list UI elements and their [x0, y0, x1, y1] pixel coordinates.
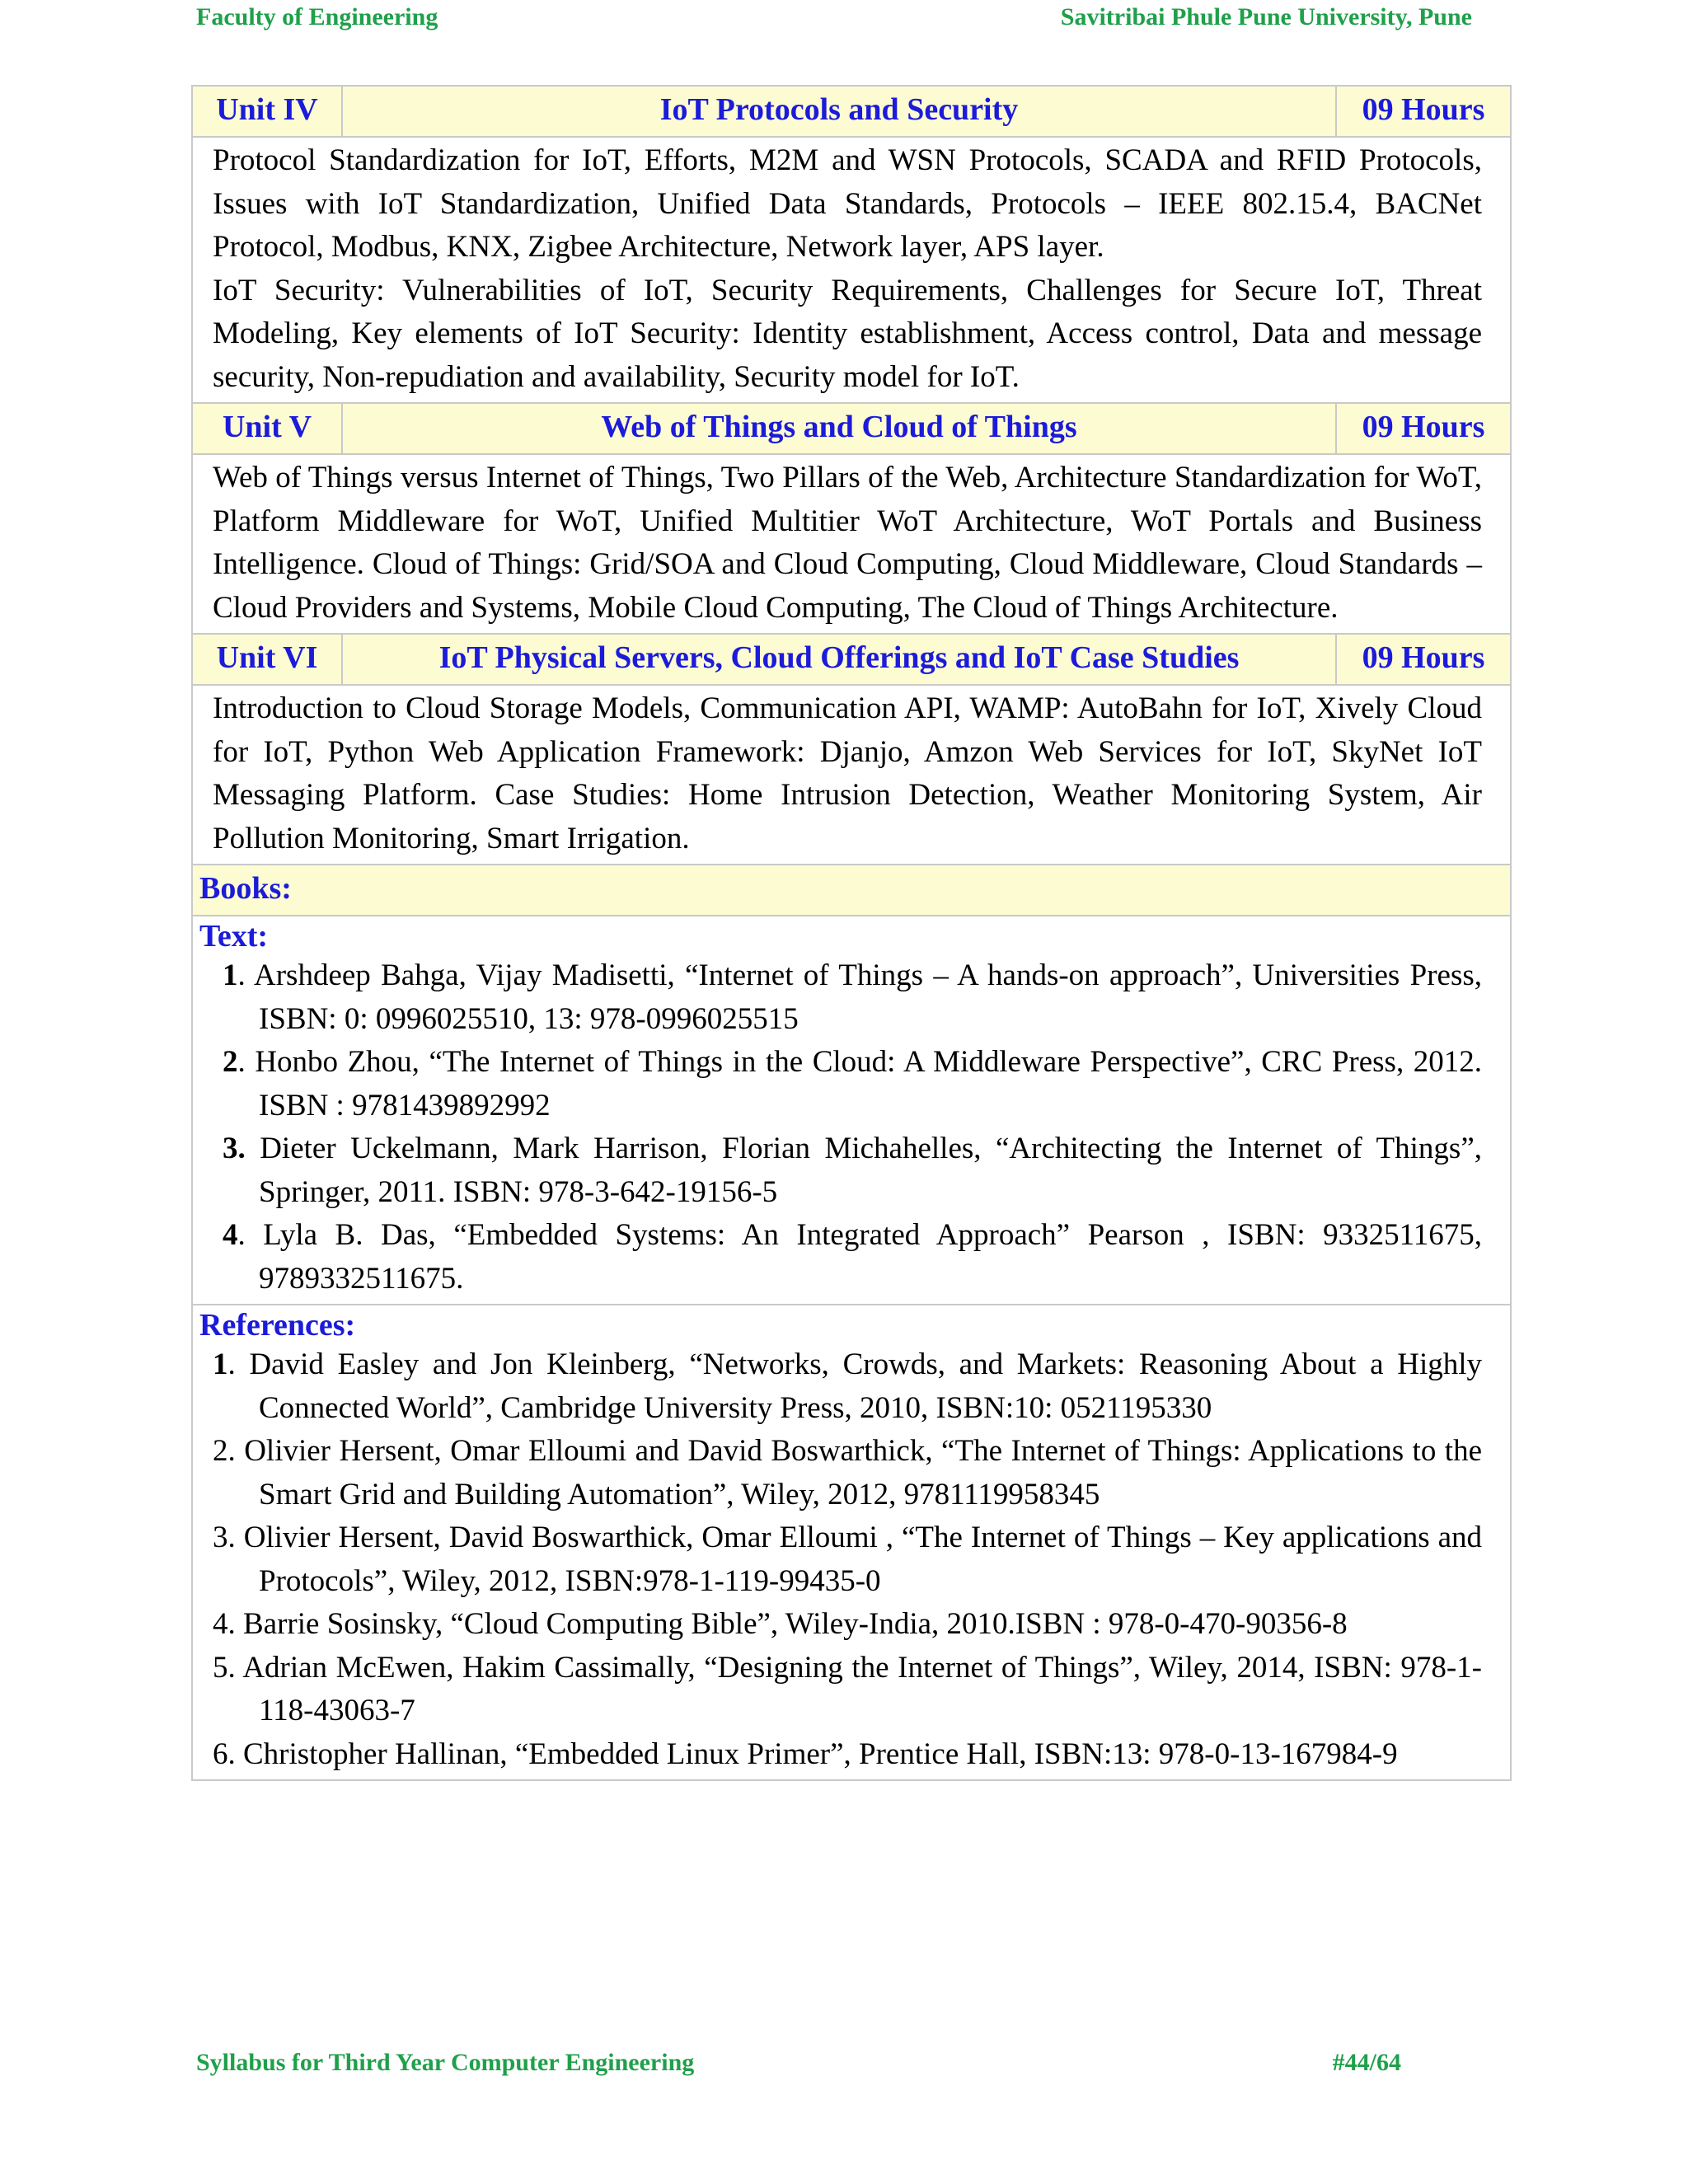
- unit-content-row: [192, 137, 1511, 403]
- references-row: [192, 1305, 1511, 1780]
- faculty-name: Faculty of Engineering: [196, 3, 438, 30]
- list-item: 2. Olivier Hersent, Omar Elloumi and David Boswarthick, “The Internet of Things: Applications to the Smart Grid and Building Automation”, Wiley, 2012, 9781119958345: [213, 1434, 1482, 1511]
- books-header-row: [192, 865, 1511, 916]
- page-number: #44/64: [1332, 2049, 1401, 2076]
- list-item: 1. David Easley and Jon Kleinberg, “Networks, Crowds, and Markets: Reasoning About a Highly Connected World”, Cambridge University Press, 2010, ISBN:10: 0521195330: [213, 1347, 1482, 1425]
- unit-paragraph: Protocol Standardization for IoT, Efforts, M2M and WSN Protocols, SCADA and RFID Protocols, Issues with IoT Standardization, Unified Data Standards, Protocols – IEEE 802.15.4, BACNet Protocol, Modbus, KNX, Zigbee Architecture, Network layer, APS layer.: [213, 143, 1482, 264]
- text-books-cell: [192, 916, 1511, 1305]
- unit-hours: 09 Hours: [1336, 634, 1511, 685]
- unit-content-row: [192, 685, 1511, 865]
- text-books-row: [192, 916, 1511, 1305]
- unit-header-row: [192, 403, 1511, 454]
- references-cell: [192, 1305, 1511, 1780]
- unit-content: [192, 685, 1511, 865]
- list-item: 4. Lyla B. Das, “Embedded Systems: An Integrated Approach” Pearson , ISBN: 9332511675, 9789332511675.: [223, 1218, 1483, 1296]
- syllabus-table: [191, 85, 1512, 1781]
- unit-hours: 09 Hours: [1336, 86, 1511, 137]
- list-item: 5. Adrian McEwen, Hakim Cassimally, “Designing the Internet of Things”, Wiley, 2014, ISBN: 978-1-118-43063-7: [213, 1650, 1482, 1727]
- unit-paragraph: IoT Security: Vulnerabilities of IoT, Security Requirements, Challenges for Secure IoT, Threat Modeling, Key elements of IoT Security: Identity establishment, Access control, Data and message security, Non-repudiation and availability, Security model for IoT.: [213, 273, 1482, 394]
- unit-paragraph: Introduction to Cloud Storage Models, Communication API, WAMP: AutoBahn for IoT, Xively Cloud for IoT, Python Web Application Framework: Djanjo, Amzon Web Services for IoT, SkyNet IoT Messaging Platform. Case Studies: Home Intrusion Detection, Weather Monitoring System, Air Pollution Monitoring, Smart Irrigation.: [213, 691, 1482, 855]
- unit-number: Unit V: [192, 403, 342, 454]
- unit-hours: 09 Hours: [1336, 403, 1511, 454]
- list-item: 4. Barrie Sosinsky, “Cloud Computing Bible”, Wiley-India, 2010.ISBN : 978-0-470-90356-8: [213, 1607, 1348, 1641]
- text-books-heading: Text:: [199, 919, 269, 954]
- books-heading: Books:: [192, 865, 1511, 916]
- references-heading: References:: [199, 1308, 356, 1343]
- syllabus-title: Syllabus for Third Year Computer Engineering: [196, 2049, 695, 2076]
- list-item: 3. Dieter Uckelmann, Mark Harrison, Florian Michahelles, “Architecting the Internet of Things”, Springer, 2011. ISBN: 978-3-642-19156-5: [223, 1132, 1482, 1209]
- unit-header-row: [192, 634, 1511, 685]
- list-item: 1. Arshdeep Bahga, Vijay Madisetti, “Internet of Things – A hands-on approach”, Universities Press, ISBN: 0: 0996025510, 13: 978-0996025515: [223, 958, 1482, 1036]
- unit-paragraph: Web of Things versus Internet of Things, Two Pillars of the Web, Architecture Standardization for WoT, Platform Middleware for WoT, Unified Multitier WoT Architecture, WoT Portals and Business Intelligence. Cloud of Things: Grid/SOA and Cloud Computing, Cloud Middleware, Cloud Standards – Cloud Providers and Systems, Mobile Cloud Computing, The Cloud of Things Architecture.: [213, 461, 1482, 625]
- unit-content: [192, 137, 1511, 403]
- list-item: 3. Olivier Hersent, David Boswarthick, Omar Elloumi , “The Internet of Things – Key applications and Protocols”, Wiley, 2012, ISBN:978-1-119-99435-0: [213, 1521, 1482, 1598]
- list-item: 6. Christopher Hallinan, “Embedded Linux Primer”, Prentice Hall, ISBN:13: 978-0-13-167984-9: [213, 1736, 1398, 1771]
- references-list: [199, 1343, 1482, 1776]
- university-name: Savitribai Phule Pune University, Pune: [1060, 3, 1472, 30]
- unit-number: Unit VI: [192, 634, 342, 685]
- unit-title: Web of Things and Cloud of Things: [342, 403, 1336, 454]
- unit-number: Unit IV: [192, 86, 342, 137]
- list-item: 2. Honbo Zhou, “The Internet of Things in the Cloud: A Middleware Perspective”, CRC Press, 2012. ISBN : 9781439892992: [223, 1045, 1483, 1122]
- unit-title: IoT Protocols and Security: [342, 86, 1336, 137]
- page-header: [196, 3, 1472, 31]
- text-books-list: [199, 954, 1482, 1301]
- unit-header-row: [192, 86, 1511, 137]
- unit-content-row: [192, 454, 1511, 634]
- unit-content: [192, 454, 1511, 634]
- page-footer: [196, 2049, 1401, 2077]
- unit-title: IoT Physical Servers, Cloud Offerings and IoT Case Studies: [342, 634, 1336, 685]
